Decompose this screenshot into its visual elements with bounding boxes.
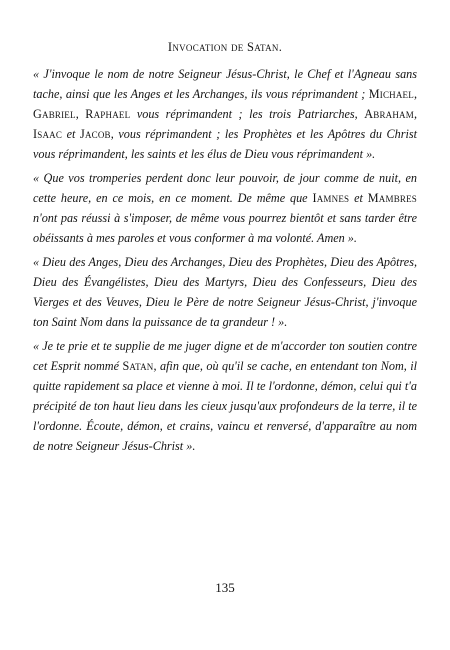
page-body — [33, 37, 417, 460]
paragraph-invocation-2: « Que vos tromperies perdent donc leur pouvoir, de jour comme de nuit, en cette heure, en ce mois, en ce moment. De même que Iamnes et Mambres n'ont pas réussi à s'imposer, de même vous pourrez bientôt et sans tarder être obéissants à mes paroles et vous conformer à ma volonté. Amen ». — [33, 171, 417, 245]
page-number: 135 — [215, 580, 235, 595]
paragraph-invocation-1: « J'invoque le nom de notre Seigneur Jésus-Christ, le Chef et l'Agneau sans tache, ainsi que les Anges et les Archanges, ils vous réprimandent ; Michael, Gabriel, Raphael vous réprimandent ; les trois Patriarches, Abraham, Isaac et Jacob, vous réprimandent ; les Prophètes et les Apôtres du Christ vous réprimandent, les saints et les élus de Dieu vous réprimandent ». — [33, 67, 417, 161]
paragraph-invocation-4: « Je te prie et te supplie de me juger digne et de m'accorder ton soutien contre cet Esprit nommé Satan, afin que, où qu'il se cache, en entendant ton Nom, il quitte rapidement sa place et vienne à moi. Il te l'ordonne, démon, celui qui t'a précipité de ton haut lieu dans les cieux jusqu'aux profondeurs de la terre, il te l'ordonne. Écoute, démon, et crains, vaincu et renversé, d'apparaître au nom de notre Seigneur Jésus-Christ ». — [33, 339, 418, 453]
chapter-heading: Invocation de Satan. — [167, 40, 283, 54]
paragraph-invocation-3: « Dieu des Anges, Dieu des Archanges, Dieu des Prophètes, Dieu des Apôtres, Dieu des Évangélistes, Dieu des Martyrs, Dieu des Confesseurs, Dieu des Vierges et des Veuves, Dieu le Père de notre Seigneur Jésus-Christ, j'invoque ton Saint Nom dans la puissance de ta grandeur ! ». — [33, 255, 417, 329]
